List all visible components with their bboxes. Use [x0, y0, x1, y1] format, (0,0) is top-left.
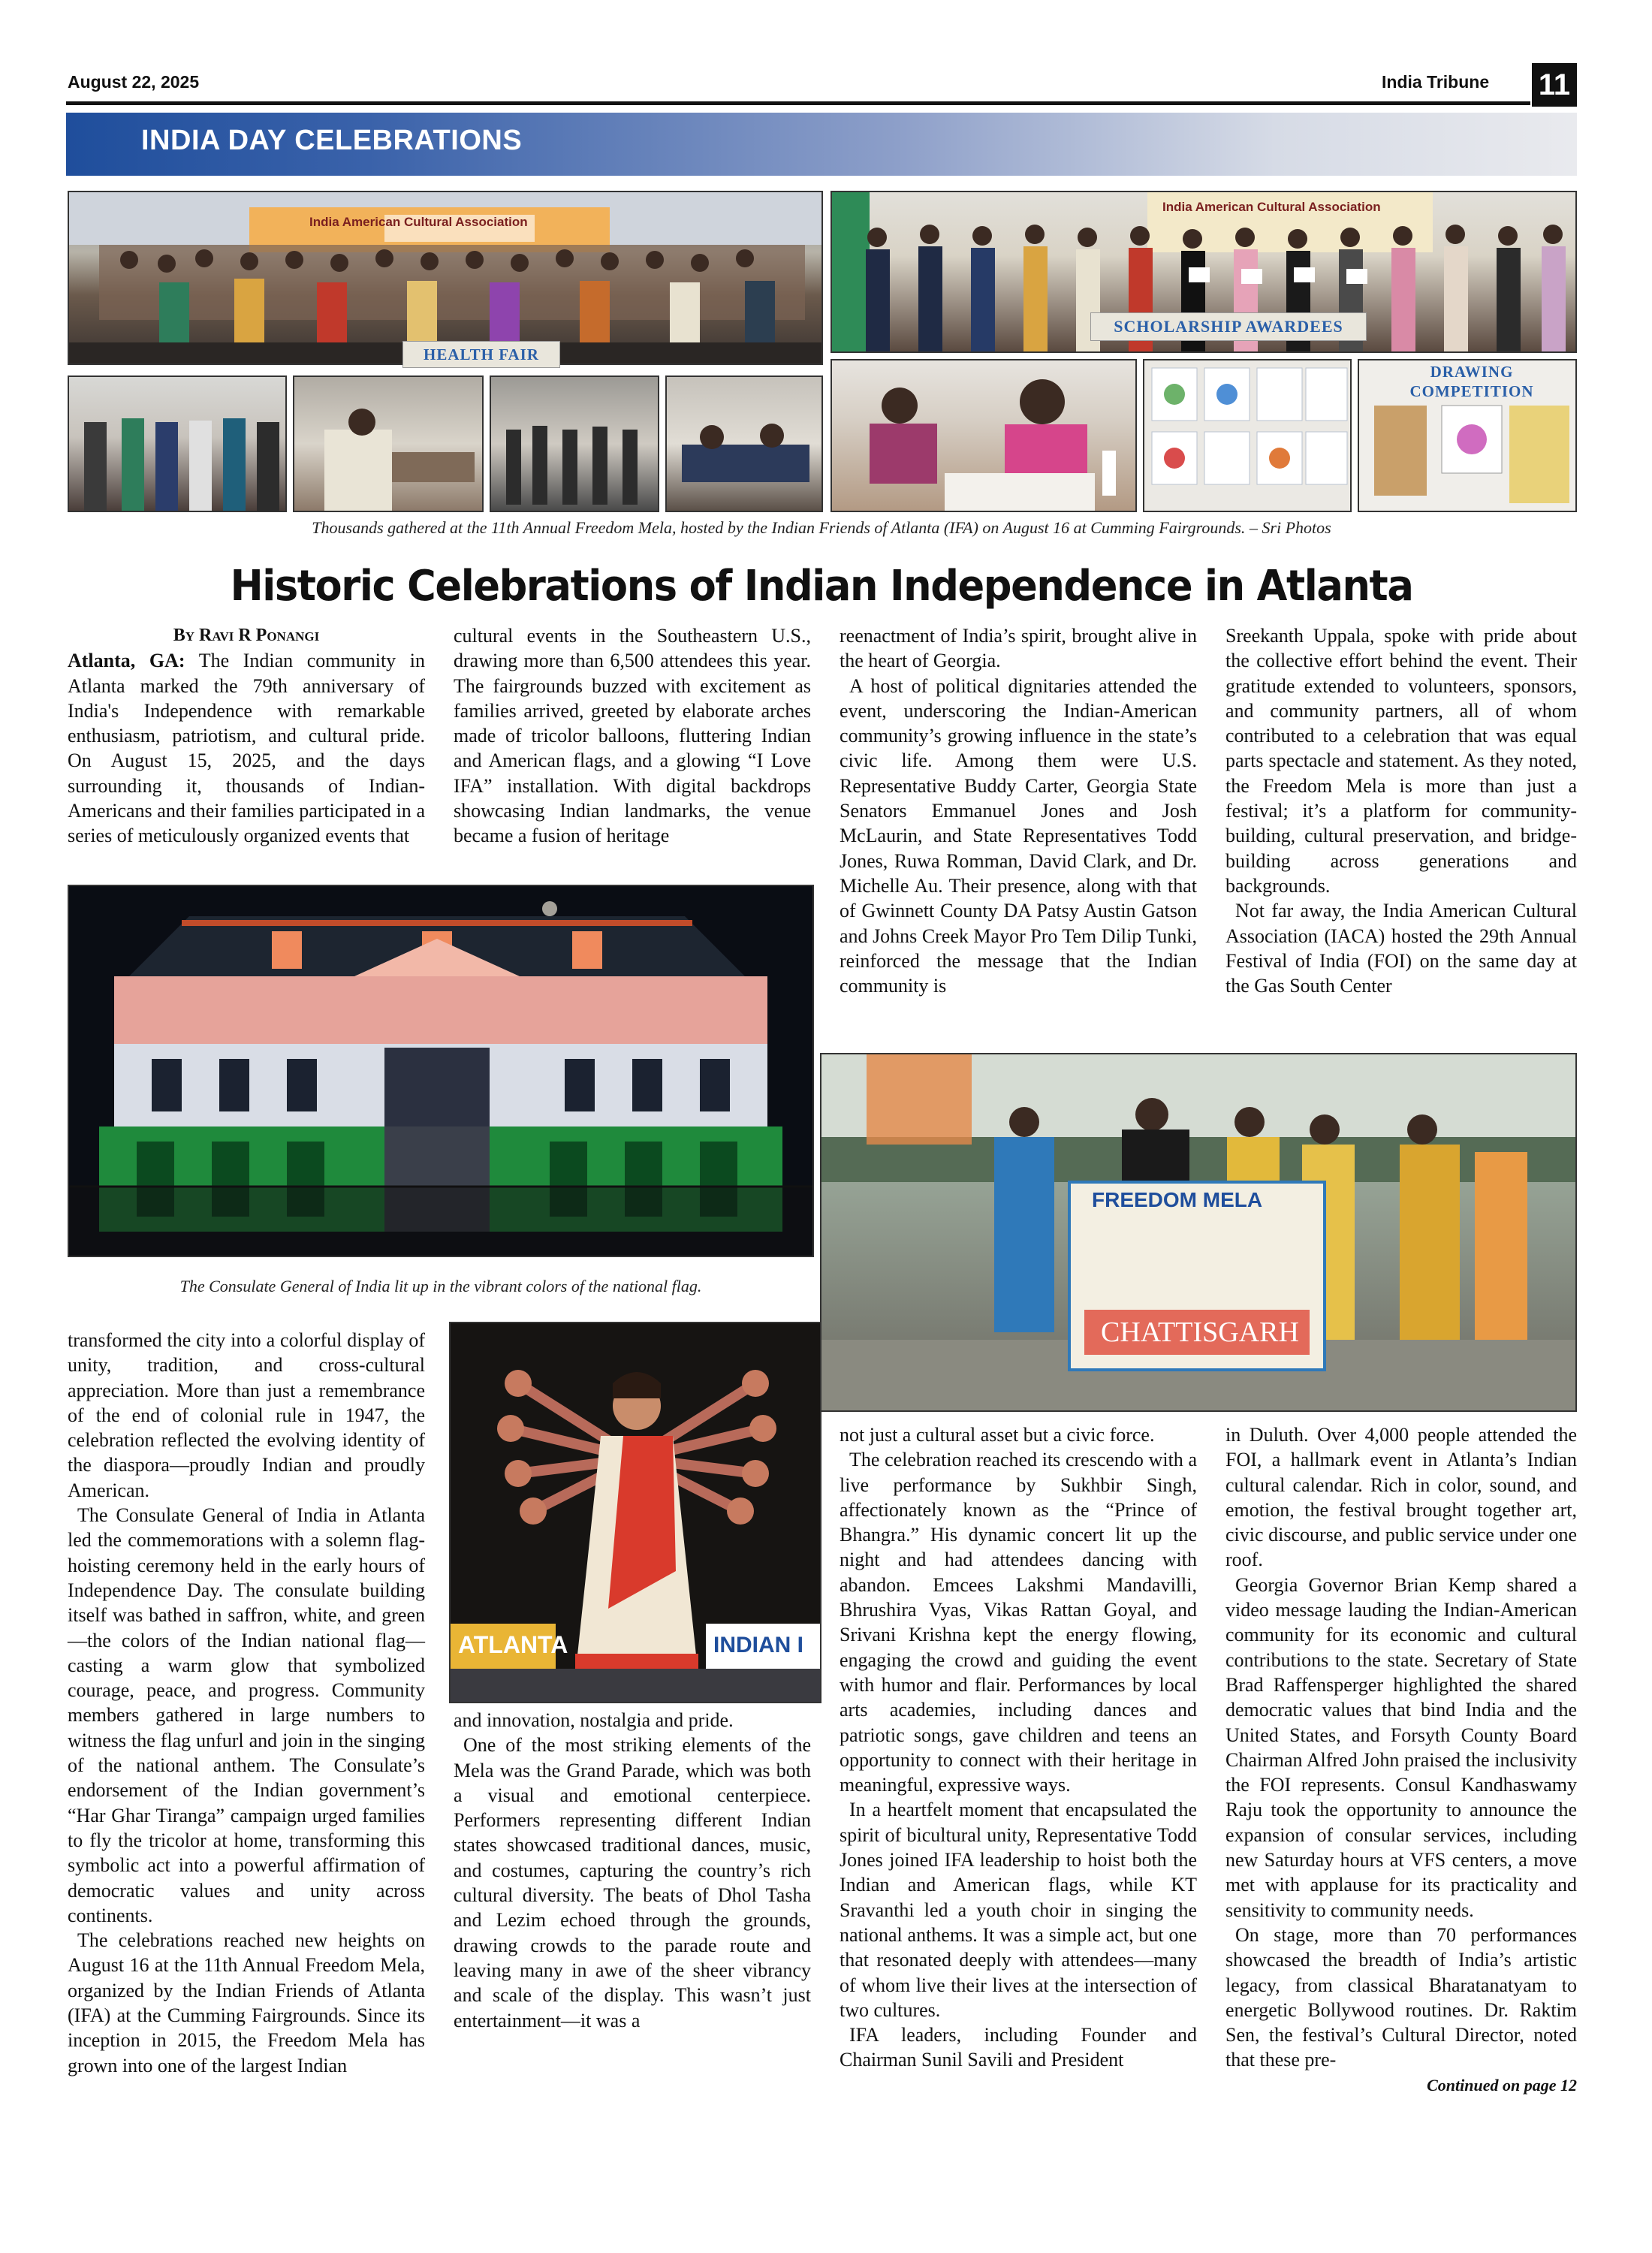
photo-group-iaca	[68, 191, 823, 365]
section-banner	[66, 113, 1577, 176]
article-col2-bottom	[454, 1708, 811, 2033]
stage-sign-left: ATLANTA	[458, 1631, 568, 1658]
stage-sign-right: INDIAN I	[713, 1633, 803, 1657]
col1-bottom-p3: The celebrations reached new heights on August 16 at the 11th Annual Freedom Mela, organized by the Indian Friends of Atlanta (IFA) at the Cumming Fairgrounds. Since its inception in 2015, the Freedom Mela has grown into one of the largest Indian	[68, 1929, 425, 2077]
article-col4-top	[1225, 623, 1577, 998]
article-headline: Historic Celebrations of Indian Independence in Atlanta	[230, 562, 1413, 611]
scholarship-label: SCHOLARSHIP AWARDEES	[1090, 312, 1367, 341]
article-col3-bottom	[840, 1422, 1197, 2073]
drawing-competition-label: DRAWING COMPETITION	[1409, 363, 1534, 400]
article-col1-top	[68, 623, 425, 849]
col2-bottom-p1: and innovation, nostalgia and pride.	[454, 1709, 734, 1731]
photo-parade-art	[821, 1054, 1577, 1412]
photo-parade	[820, 1053, 1577, 1412]
health-fair-label: HEALTH FAIR	[402, 341, 560, 368]
scholarship-banner-text: India American Cultural Association	[1162, 200, 1381, 214]
col1-bottom-p2: The Consulate General of India in Atlanta led the commemorations with a solemn flag-hoisting ceremony held in the early hours of Independence Day. The consulate building itself was bathed in saffron, white, and green—the colors of the Indian national flag—casting a warm glow that symbolized courage, peace, and progress. Community members gathered in large numbers to witness the flag unfurl and join in the singing of the national anthem. The Consulate’s endorsement of the Indian government’s “Har Ghar Tiranga” campaign urged families to fly the tricolor at home, transforming this symbolic act into a powerful affirmation of democratic values and unity across continents.	[68, 1504, 425, 1926]
col3-top-p1: reenactment of India’s spirit, brought alive in the heart of Georgia.	[840, 625, 1197, 672]
photo-drawing-2	[1143, 359, 1352, 512]
page-number: 11	[1532, 63, 1577, 107]
col3-bottom-p2: The celebration reached its crescendo with a live performance by Sukhbir Singh, affectionately known as the “Prince of Bhangra.” His dynamic concert lit up the night and had attendees dancing with abandon. Emcees Lakshmi Mandavilli, Bhrushira Vyas, Vikas Rattan Goyal, and Srivani Krishna kept the energy flowing, engaging the crowd and guiding the event with humor and flair. Performances by local arts academies, including dances and patriotic songs, gave children and teens an opportunity to connect with their heritage in meaningful, expressive ways.	[840, 1449, 1197, 1796]
col1-top-text: The Indian community in Atlanta marked the 79th anniversary of India's Independence with remarkable enthusiasm, patriotism, and cultural pride. On August 15, 2025, and the days surrounding it, thousands of Indian-Americans and their families participated in a series of meticulously organized events that	[68, 650, 425, 847]
photo-health-fair-3-art	[491, 377, 659, 512]
consulate-caption: The Consulate General of India lit up in the vibrant colors of the national flag.	[179, 1277, 702, 1295]
photo-drawing-1	[831, 359, 1137, 512]
photo-health-fair-4-art	[667, 377, 823, 512]
photo-health-fair-1-art	[69, 377, 287, 512]
article-col2-top	[454, 623, 811, 849]
photo-health-fair-2	[293, 376, 484, 512]
iaca-banner-text: India American Cultural Association	[309, 215, 528, 229]
section-title: INDIA DAY CELEBRATIONS	[141, 125, 523, 156]
photo-drawing-1-art	[832, 360, 1137, 512]
col3-bottom-p3: In a heartfelt moment that encapsulated the spirit of bicultural unity, Representative Todd Jones joined IFA leadership to hoist both the Indian and American flags, while KT Sravanthi led a youth choir in singing the national anthems. It was a simple act, but one that resonated deeply with attendees—many of whom live their lives at the intersection of two cultures.	[840, 1799, 1197, 2021]
col4-bottom-p2: Georgia Governor Brian Kemp shared a video message lauding the Indian-American community for its economic and cultural contributions to the state. Secretary of State Brad Raffensperger highlighted the shared democratic values that bind India and the United States, and Forsyth County Board Chairman Alfred John praised the inclusivity the FOI represents. Consul Kandhaswamy Raju took the opportunity to announce the expansion of consular services, including new Saturday hours at VFS centers, a move met with applause for its practicality and sensitivity to community needs.	[1225, 1573, 1577, 1921]
col4-bottom-p1: in Duluth. Over 4,000 people attended the FOI, a hallmark event in Atlanta’s Indian cultural calendar. Rich in color, sound, and emotion, the festival brought together art, civic discourse, and public service under one roof.	[1225, 1424, 1577, 1571]
header-rule	[66, 101, 1530, 105]
photo-dancer	[449, 1322, 821, 1703]
photo-drawing-3	[1358, 359, 1577, 512]
photo-consulate	[68, 885, 814, 1257]
col3-top-p2: A host of political dignitaries attended the event, underscoring the Indian-American community’s growing influence in the state’s civic life. Among them were U.S. Representative Buddy Carter, Georgia State Senators Emmanuel Jones and Josh McLaurin, and State Representatives Todd Jones, Ruwa Romman, David Clark, and Dr. Michelle Au. Their presence, along with that of Gwinnett County DA Patsy Austin Gatson and Johns Creek Mayor Pro Tem Dilip Tunki, reinforced the message that the Indian community is	[840, 674, 1197, 997]
parade-banner-top: FREEDOM MELA	[1092, 1188, 1263, 1211]
photo-health-fair-4	[665, 376, 823, 512]
col4-bottom-p3: On stage, more than 70 performances showcased the breadth of India’s artistic legacy, from classical Bharatanatyam to energetic Bollywood routines. Dr. Raktim Sen, the festival’s Cultural Director, noted that these pre-	[1225, 1923, 1577, 2071]
article-col3-top	[840, 623, 1197, 998]
photo-health-fair-2-art	[294, 377, 484, 512]
article-byline: By Ravi R Ponangi	[173, 626, 320, 645]
photo-health-fair-1	[68, 376, 287, 512]
article-col4-bottom	[1225, 1422, 1577, 2098]
photo-drawing-2-art	[1144, 360, 1352, 512]
col4-top-p2: Not far away, the India American Cultural Association (IACA) hosted the 29th Annual Festival of India (FOI) on the same day at the Gas South Center	[1225, 900, 1577, 997]
col3-bottom-p1: not just a cultural asset but a civic force.	[840, 1424, 1155, 1446]
continued-on-link[interactable]: Continued on page 12	[1427, 2075, 1577, 2095]
col2-top-text: cultural events in the Southeastern U.S., drawing more than 6,500 attendees this year. The fairgrounds buzzed with excitement as families arrived, greeted by elaborate arches made of tricolor balloons, fluttering Indian and American flags, and a glowing “I Love IFA” installation. With digital backdrops showcasing Indian landmarks, the venue became a fusion of heritage	[454, 625, 811, 847]
col3-bottom-p4: IFA leaders, including Founder and Chairman Sunil Savili and President	[840, 2024, 1197, 2071]
col4-top-p1: Sreekanth Uppala, spoke with pride about the collective effort behind the event. Their gratitude extended to volunteers, sponsors, and community partners, all of whom contributed to a celebration that was equal parts spectacle and statement. As they noted, the Freedom Mela is more than just a festival; it’s a platform for community-building, cultural preservation, and bridge-building across generations and backgrounds.	[1225, 625, 1577, 897]
top-photos-caption: Thousands gathered at the 11th Annual Freedom Mela, hosted by the Indian Friends of Atlanta (IFA) on August 16 at Cumming Fairgrounds. – Sri Photos	[312, 518, 1331, 537]
issue-date: August 22, 2025	[68, 72, 200, 92]
photo-consulate-art	[69, 886, 814, 1257]
publication-name: India Tribune	[1382, 72, 1490, 92]
col2-bottom-p2: One of the most striking elements of the Mela was the Grand Parade, which was both a visual and emotional centerpiece. Performers representing different Indian states showcased traditional dances, music, and costumes, capturing the country’s rich cultural diversity. The beats of Dhol Tasha and Lezim echoed through the grounds, drawing crowds to the parade route and leaving many in awe of the sheer vibrancy and scale of the display. This wasn’t just entertainment—it was a	[454, 1734, 811, 2031]
article-col1-bottom	[68, 1328, 425, 2078]
photo-health-fair-3	[490, 376, 659, 512]
parade-banner-bottom: CHATTISGARH	[1101, 1317, 1299, 1348]
article-dateline: Atlanta, GA:	[68, 650, 185, 672]
col1-bottom-p1: transformed the city into a colorful display of unity, tradition, and cross-cultural appreciation. More than just a remembrance of the end of colonial rule in 1947, the celebration reflected the evolving identity of the diaspora—proudly Indian and proudly American.	[68, 1329, 425, 1501]
